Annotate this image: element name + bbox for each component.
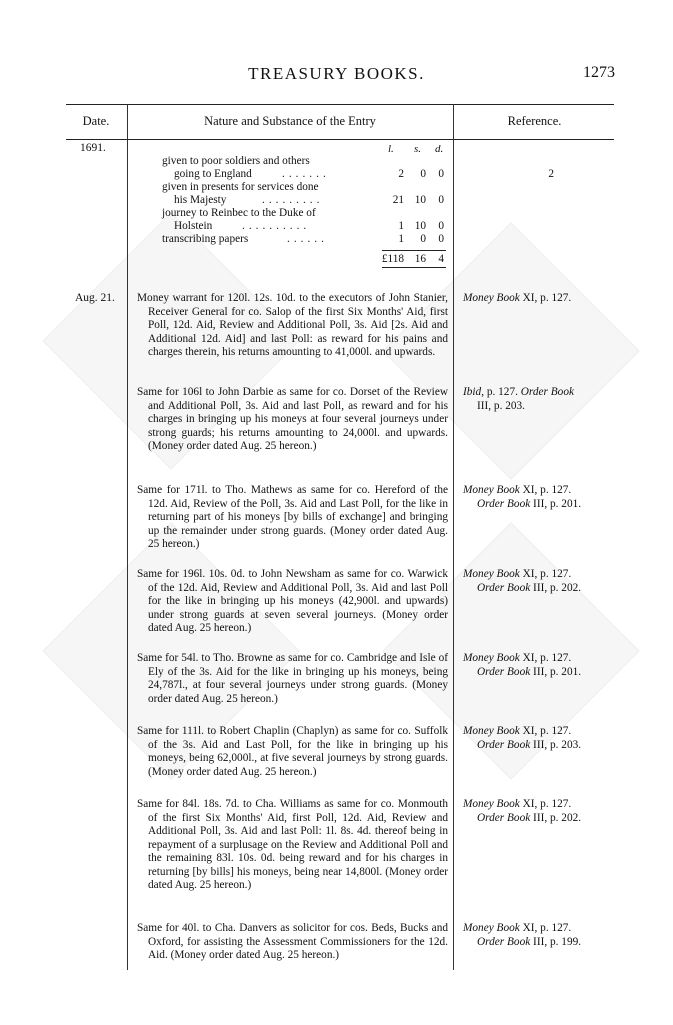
amount-d: 0 bbox=[438, 168, 444, 180]
account-row: transcribing papers ...... bbox=[162, 233, 328, 245]
page-number: 1273 bbox=[583, 64, 615, 81]
entry-text: Same for 40l. to Cha. Danvers as solicitor for cos. Beds, Bucks and Oxford, for assisting the Assessment Commissioners for the 12d. Aid. (Money order dated Aug. 25 hereon.) bbox=[137, 922, 448, 961]
amount-l: 21 bbox=[392, 194, 404, 206]
account-line: given in presents for services done bbox=[162, 181, 319, 193]
column-divider-right bbox=[453, 104, 454, 970]
year-label: 1691. bbox=[80, 142, 106, 154]
amount-s: 0 bbox=[420, 233, 426, 245]
total-s: 16 bbox=[414, 253, 426, 265]
entry-text: Same for 54l. to Tho. Browne as same for co. Cambridge and Isle of Ely of the 3s. Aid for the like in bringing up his moneys, being 24,787l., at four several journeys under strong guards. (Money order dated Aug. 25 hereon.) bbox=[137, 652, 448, 705]
account-row: Holstein .......... bbox=[174, 220, 311, 232]
total-d: 4 bbox=[438, 253, 444, 265]
entry-reference: Money Book XI, p. 127. Order Book III, p. 201. bbox=[463, 652, 582, 678]
unit-s: s. bbox=[414, 143, 422, 155]
page-title: TREASURY BOOKS. bbox=[248, 64, 425, 83]
account-line: journey to Reinbec to the Duke of bbox=[162, 207, 316, 219]
column-header-reference: Reference. bbox=[507, 114, 562, 128]
entry-text: Same for 111l. to Robert Chaplin (Chaplyn) as same for co. Suffolk of the 3s. Aid and Last Poll, for the like in bringing up his moneys, being 62,000l., at five several journeys by strong guards. (Money order dated Aug. 25 hereon.) bbox=[137, 725, 448, 778]
account-row: going to England ....... 2 bbox=[174, 168, 554, 180]
entry-reference: Ibid, p. 127. Order Book III, p. 203. bbox=[463, 386, 574, 412]
entry-text: Money warrant for 120l. 12s. 10d. to the executors of John Stanier, Receiver General for co. Salop of the first Six Months' Aid, first Poll, 12d. Aid, Review and Additional Poll, 3s. Aid [2s. Aid and Additional 12d. Aid] and last Poll: as reward for his pains and charges therein, his returns amounting to 41,000l. and upwards. bbox=[137, 292, 448, 358]
amount-l: 2 bbox=[398, 168, 404, 180]
entry-date: Aug. 21. bbox=[75, 292, 115, 304]
amount-l: 1 bbox=[398, 233, 404, 245]
total-bottom-rule bbox=[382, 267, 446, 268]
entry-reference: Money Book XI, p. 127. Order Book III, p. 202. bbox=[463, 568, 582, 594]
column-header-date: Date. bbox=[82, 114, 110, 128]
amount-d: 0 bbox=[438, 194, 444, 206]
header-top-rule bbox=[66, 104, 614, 105]
unit-d: d. bbox=[435, 143, 444, 155]
entry-text: Same for 106l to John Darbie as same for co. Dorset of the Review and Additional Poll, 3s. Aid and last Poll, as reward and for his charges in bringing up his moneys at four several journeys under strong guards; his returns amounting to 24,000l. and upwards. (Money order dated Aug. 25 hereon.) bbox=[137, 386, 448, 452]
column-header-nature: Nature and Substance of the Entry bbox=[204, 114, 376, 128]
entry-reference: Money Book XI, p. 127. Order Book III, p. 202. bbox=[463, 798, 582, 824]
entry-text: Same for 171l. to Tho. Mathews as same for co. Hereford of the 12d. Aid, Review of the Poll, 3s. Aid and Last Poll, for the like in returning part of his moneys [by bills of exchange] and bringing up the remainder under strong guards. (Money order dated Aug. 25 hereon.) bbox=[137, 484, 448, 550]
amount-s: 10 bbox=[414, 220, 426, 232]
entry-reference: Money Book XI, p. 127. Order Book III, p. 203. bbox=[463, 725, 582, 751]
entry-reference: Money Book XI, p. 127. Order Book III, p. 199. bbox=[463, 922, 582, 948]
amount-l: 1 bbox=[398, 220, 404, 232]
account-line: given to poor soldiers and others bbox=[162, 155, 310, 167]
amount-d: 0 bbox=[438, 220, 444, 232]
amount-s: 0 bbox=[420, 168, 426, 180]
header-bottom-rule bbox=[66, 139, 614, 140]
entry-text: Same for 196l. 10s. 0d. to John Newsham as same for co. Warwick of the 12d. Aid, Review and Additional Poll, 3s. Aid and last Poll for the like in bringing up his moneys (42,900l. and upwards) under strong guards at seven several journeys. (Money order dated Aug. 25 hereon.) bbox=[137, 568, 448, 634]
total-l: £118 bbox=[381, 253, 404, 265]
entry-text: Same for 84l. 18s. 7d. to Cha. Williams as same for co. Monmouth of the first Six Months' Aid, first Poll, 12d. Aid, Review and Additional Poll, 3s. Aid and last Poll: 1l. 8s. 4d. thereof being in repayment of a surplusage on the Review and Additional Poll and the remaining 83l. 10s. 0d. being reward and for his charges in returning [by bills] his moneys, being near 14,800l. (Money order dated Aug. 25 hereon.) bbox=[137, 798, 448, 891]
unit-l: l. bbox=[388, 143, 394, 155]
entry-reference: Money Book XI, p. 127. bbox=[463, 292, 572, 304]
total-top-rule bbox=[382, 250, 446, 251]
entry-reference: Money Book XI, p. 127. Order Book III, p. 201. bbox=[463, 484, 582, 510]
account-row: his Majesty ......... bbox=[174, 194, 324, 206]
amount-d: 0 bbox=[438, 233, 444, 245]
amount-s: 10 bbox=[414, 194, 426, 206]
column-divider-left bbox=[127, 104, 128, 970]
